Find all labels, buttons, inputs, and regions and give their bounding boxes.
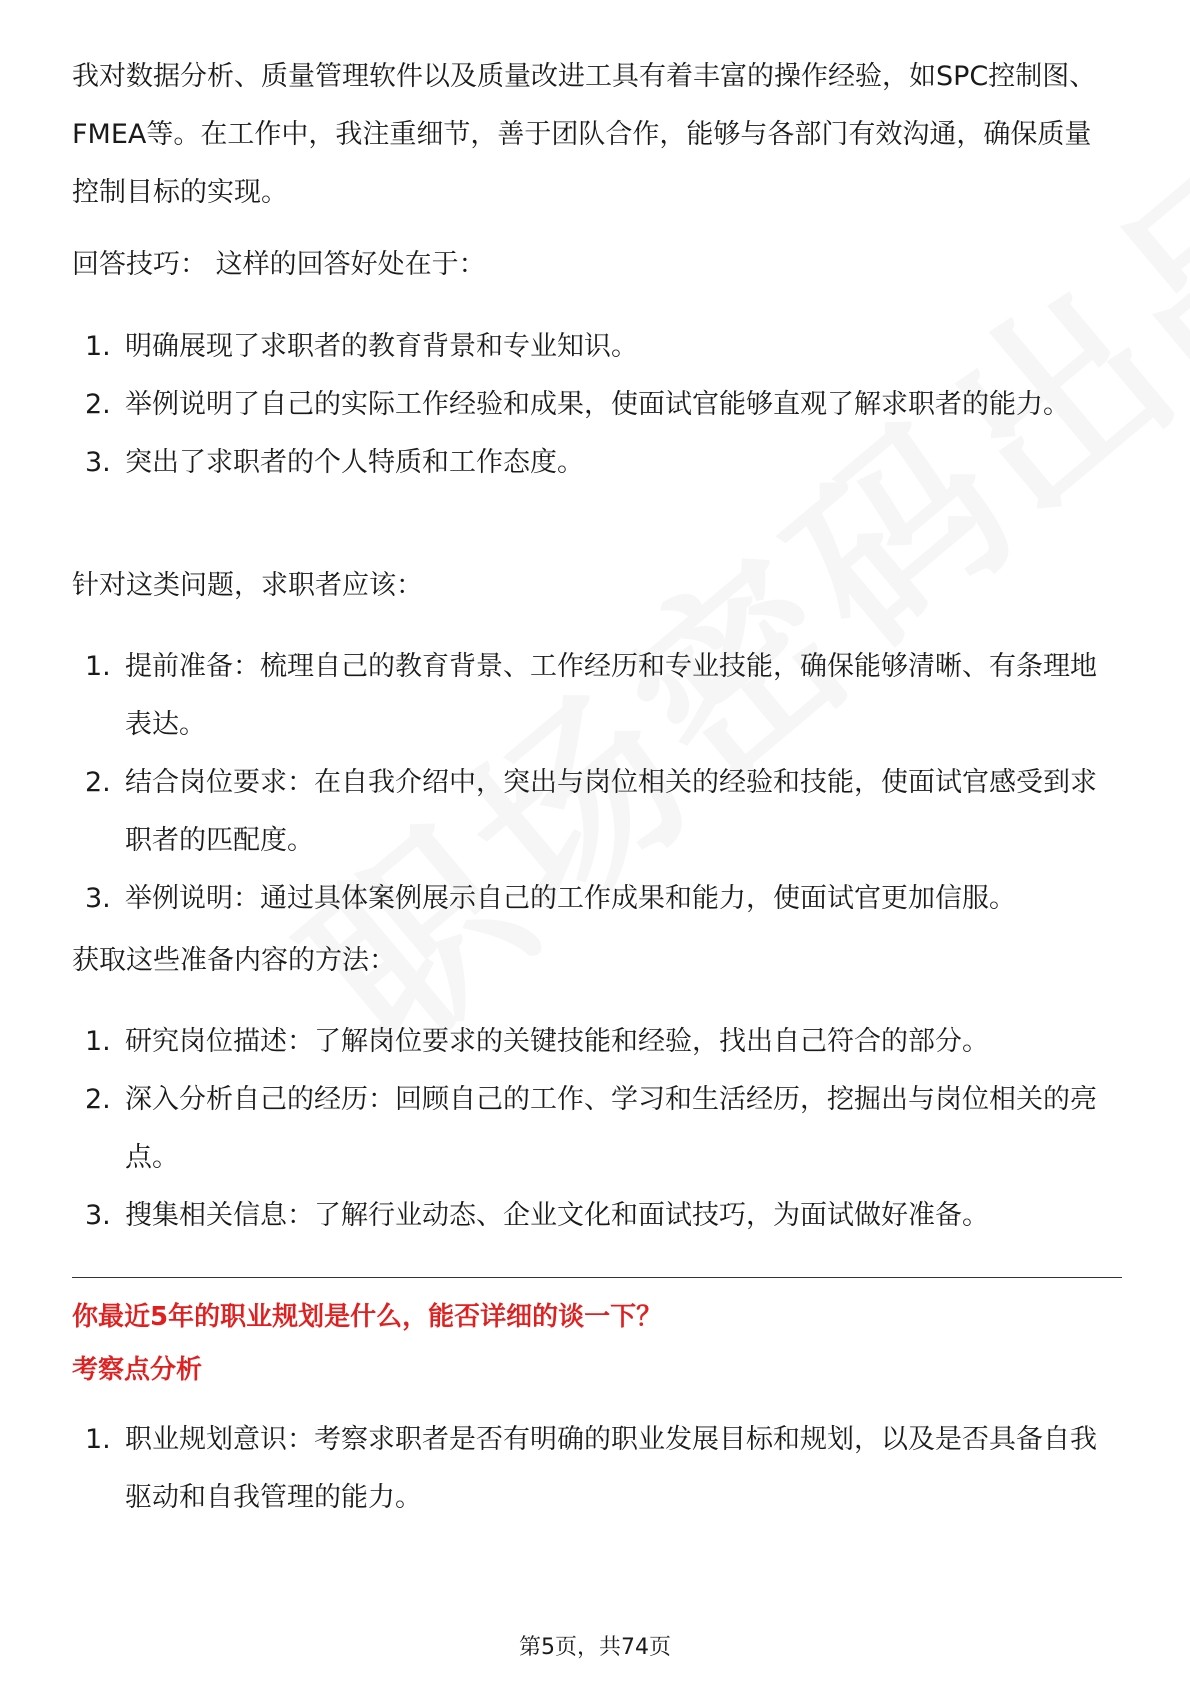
should-heading: 针对这类问题，求职者应该： — [72, 570, 423, 601]
section-divider — [72, 1277, 1122, 1278]
page-footer: 第5页，共74页 — [519, 1635, 671, 1660]
list-item — [72, 638, 1122, 754]
list-item-text: 提前准备：梳理自己的教育背景、工作经历和专业技能，确保能够清晰、有条理地表达。 — [125, 651, 1097, 740]
list-item — [72, 870, 1122, 928]
list-number: 3. — [85, 1200, 111, 1231]
list-item — [72, 1071, 1122, 1187]
list-item — [72, 434, 1122, 492]
tips-list — [72, 318, 1122, 492]
list-item-text: 明确展现了求职者的教育背景和专业知识。 — [125, 331, 638, 362]
list-item — [72, 1013, 1122, 1071]
methods-list — [72, 1013, 1122, 1245]
list-item-text: 突出了求职者的个人特质和工作态度。 — [125, 447, 584, 478]
list-item-text: 结合岗位要求：在自我介绍中，突出与岗位相关的经验和技能，使面试官感受到求职者的匹配度。 — [125, 767, 1097, 856]
list-item-text: 研究岗位描述：了解岗位要求的关键技能和经验，找出自己符合的部分。 — [125, 1026, 989, 1057]
analysis-heading: 考察点分析 — [72, 1355, 203, 1385]
list-number: 3. — [85, 447, 111, 478]
list-number: 3. — [85, 883, 111, 914]
list-item-text: 举例说明了自己的实际工作经验和成果，使面试官能够直观了解求职者的能力。 — [125, 389, 1070, 420]
question-title: 你最近5年的职业规划是什么，能否详细的谈一下？ — [72, 1302, 663, 1332]
list-number: 2. — [85, 389, 111, 420]
list-number: 1. — [85, 1424, 111, 1455]
list-item — [72, 754, 1122, 870]
list-item-text: 举例说明：通过具体案例展示自己的工作成果和能力，使面试官更加信服。 — [125, 883, 1016, 914]
list-item-text: 深入分析自己的经历：回顾自己的工作、学习和生活经历，挖掘出与岗位相关的亮点。 — [125, 1084, 1097, 1173]
list-number: 1. — [85, 1026, 111, 1057]
list-number: 1. — [85, 651, 111, 682]
list-item — [72, 376, 1122, 434]
intro-paragraph: 我对数据分析、质量管理软件以及质量改进工具有着丰富的操作经验，如SPC控制图、FMEA等。在工作中，我注重细节，善于团队合作，能够与各部门有效沟通，确保质量控制目标的实现。 — [72, 61, 1097, 208]
list-item-text: 搜集相关信息：了解行业动态、企业文化和面试技巧，为面试做好准备。 — [125, 1200, 989, 1231]
tips-heading: 回答技巧： 这样的回答好处在于： — [72, 249, 486, 280]
list-item-text: 职业规划意识：考察求职者是否有明确的职业发展目标和规划，以及是否具备自我驱动和自我管理的能力。 — [125, 1424, 1097, 1513]
list-number: 1. — [85, 331, 111, 362]
list-item — [72, 1411, 1122, 1527]
should-list — [72, 638, 1122, 928]
list-item — [72, 1187, 1122, 1245]
analysis-list — [72, 1411, 1122, 1527]
list-number: 2. — [85, 767, 111, 798]
list-item — [72, 318, 1122, 376]
list-number: 2. — [85, 1084, 111, 1115]
methods-heading: 获取这些准备内容的方法： — [72, 945, 396, 976]
